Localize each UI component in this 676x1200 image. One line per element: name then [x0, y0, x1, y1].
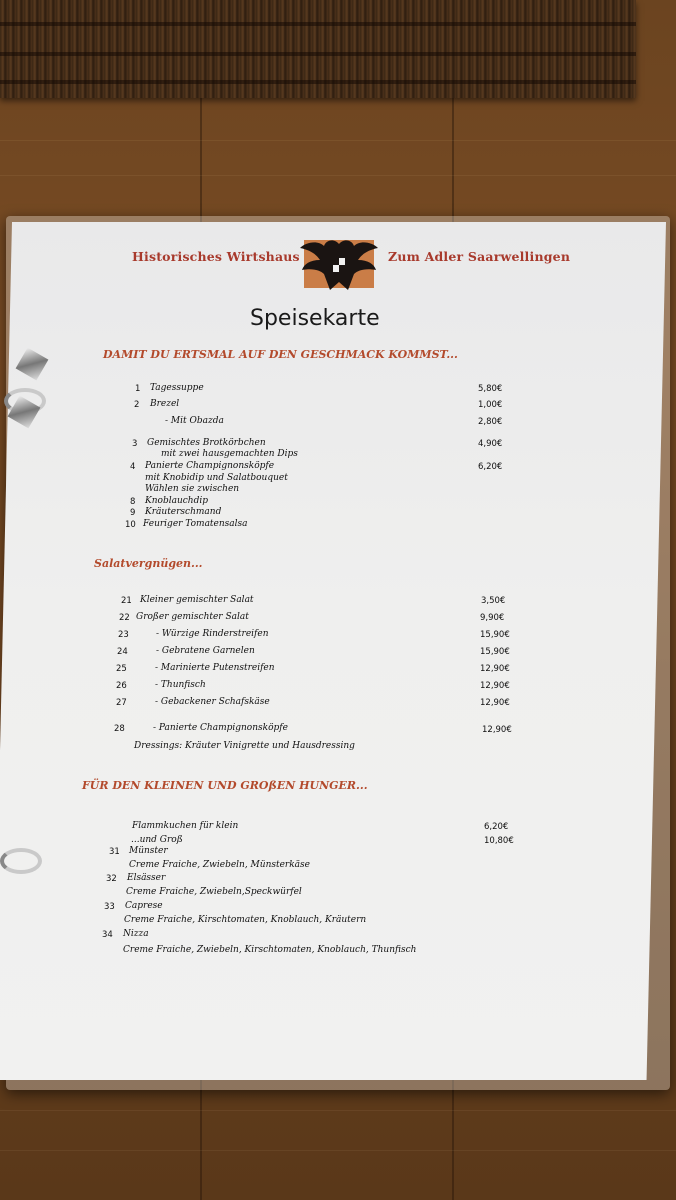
item-name: Dressings: Kräuter Vinigrette und Hausdressing	[134, 741, 355, 751]
item-price: 12,90€	[480, 698, 510, 708]
item-price: 12,90€	[480, 681, 510, 691]
item-name: Tagessuppe	[150, 383, 204, 393]
item-number: 32	[106, 874, 117, 884]
item-number: 26	[116, 681, 127, 691]
item-name: Panierte Champignonsköpfe	[145, 461, 275, 471]
bamboo-placemat	[0, 0, 636, 98]
item-number: 8	[130, 497, 136, 507]
item-name: - Thunfisch	[155, 680, 206, 690]
item-name: - Gebratene Garnelen	[156, 646, 255, 656]
item-price: 2,80€	[478, 417, 503, 427]
section-heading: FÜR DEN KLEINEN UND GROßEN HUNGER...	[82, 779, 368, 792]
item-price: 6,20€	[478, 462, 503, 472]
item-number: 27	[116, 698, 127, 708]
item-number: 23	[118, 630, 129, 640]
item-name: - Panierte Champignonsköpfe	[153, 723, 288, 733]
item-name: Kleiner gemischter Salat	[140, 595, 254, 605]
item-number: 24	[117, 647, 128, 657]
item-name: mit Knobidip und Salatbouquet	[145, 473, 288, 483]
item-price: 1,00€	[478, 400, 503, 410]
wood-grain	[0, 140, 676, 141]
item-name: Nizza	[123, 929, 149, 939]
page-title: Speisekarte	[250, 306, 380, 331]
binder-ring	[0, 848, 42, 874]
wood-grain	[0, 175, 676, 176]
item-number: 33	[104, 902, 115, 912]
item-name: Caprese	[125, 901, 163, 911]
item-name: Brezel	[150, 399, 180, 409]
wood-grain	[0, 1150, 676, 1151]
item-number: 2	[134, 400, 140, 410]
item-price: 5,80€	[478, 384, 503, 394]
item-name: Creme Fraiche, Zwiebeln, Kirschtomaten, Knoblauch, Thunfisch	[123, 945, 417, 955]
eagle-logo	[296, 232, 382, 296]
item-number: 1	[135, 384, 141, 394]
item-name: - Gebackener Schafskäse	[155, 697, 270, 707]
item-price: 12,90€	[480, 664, 510, 674]
item-price: 12,90€	[482, 725, 512, 735]
item-number: 28	[114, 724, 125, 734]
item-name: ...und Groß	[131, 835, 183, 845]
item-name: - Marinierte Putenstreifen	[155, 663, 275, 673]
item-number: 21	[121, 596, 132, 606]
restaurant-name-left: Historisches Wirtshaus	[132, 249, 300, 264]
item-number: 4	[130, 462, 136, 472]
section-heading: DAMIT DU ERTSMAL AUF DEN GESCHMACK KOMMST...	[103, 348, 458, 361]
item-price: 15,90€	[480, 647, 510, 657]
item-price: 4,90€	[478, 439, 503, 449]
item-number: 9	[130, 508, 136, 518]
item-name: Wählen sie zwischen	[145, 484, 240, 494]
item-price: 10,80€	[484, 836, 514, 846]
item-number: 22	[119, 613, 130, 623]
item-name: mit zwei hausgemachten Dips	[161, 449, 298, 459]
item-name: Flammkuchen für klein	[132, 821, 239, 831]
restaurant-name-right: Zum Adler Saarwellingen	[388, 249, 571, 264]
wood-grain	[0, 1110, 676, 1111]
item-number: 25	[116, 664, 127, 674]
item-name: Großer gemischter Salat	[136, 612, 249, 622]
item-name: Creme Fraiche, Zwiebeln,Speckwürfel	[126, 887, 302, 897]
item-number: 10	[125, 520, 136, 530]
item-name: Feuriger Tomatensalsa	[143, 519, 248, 529]
item-number: 34	[102, 930, 113, 940]
section-heading: Salatvergnügen...	[94, 557, 203, 570]
item-name: Knoblauchdip	[145, 496, 208, 506]
item-name: - Würzige Rinderstreifen	[156, 629, 269, 639]
item-name: Gemischtes Brotkörbchen	[147, 438, 266, 448]
item-number: 3	[132, 439, 138, 449]
item-name: Creme Fraiche, Zwiebeln, Münsterkäse	[129, 860, 310, 870]
item-name: Kräuterschmand	[145, 507, 222, 517]
item-price: 15,90€	[480, 630, 510, 640]
item-number: 31	[109, 847, 120, 857]
item-name: Elsässer	[127, 873, 166, 883]
item-name: Münster	[129, 846, 168, 856]
item-price: 9,90€	[480, 613, 505, 623]
item-price: 6,20€	[484, 822, 509, 832]
item-name: Creme Fraiche, Kirschtomaten, Knoblauch, Kräutern	[124, 915, 367, 925]
item-name: - Mit Obazda	[165, 416, 224, 426]
item-price: 3,50€	[481, 596, 506, 606]
